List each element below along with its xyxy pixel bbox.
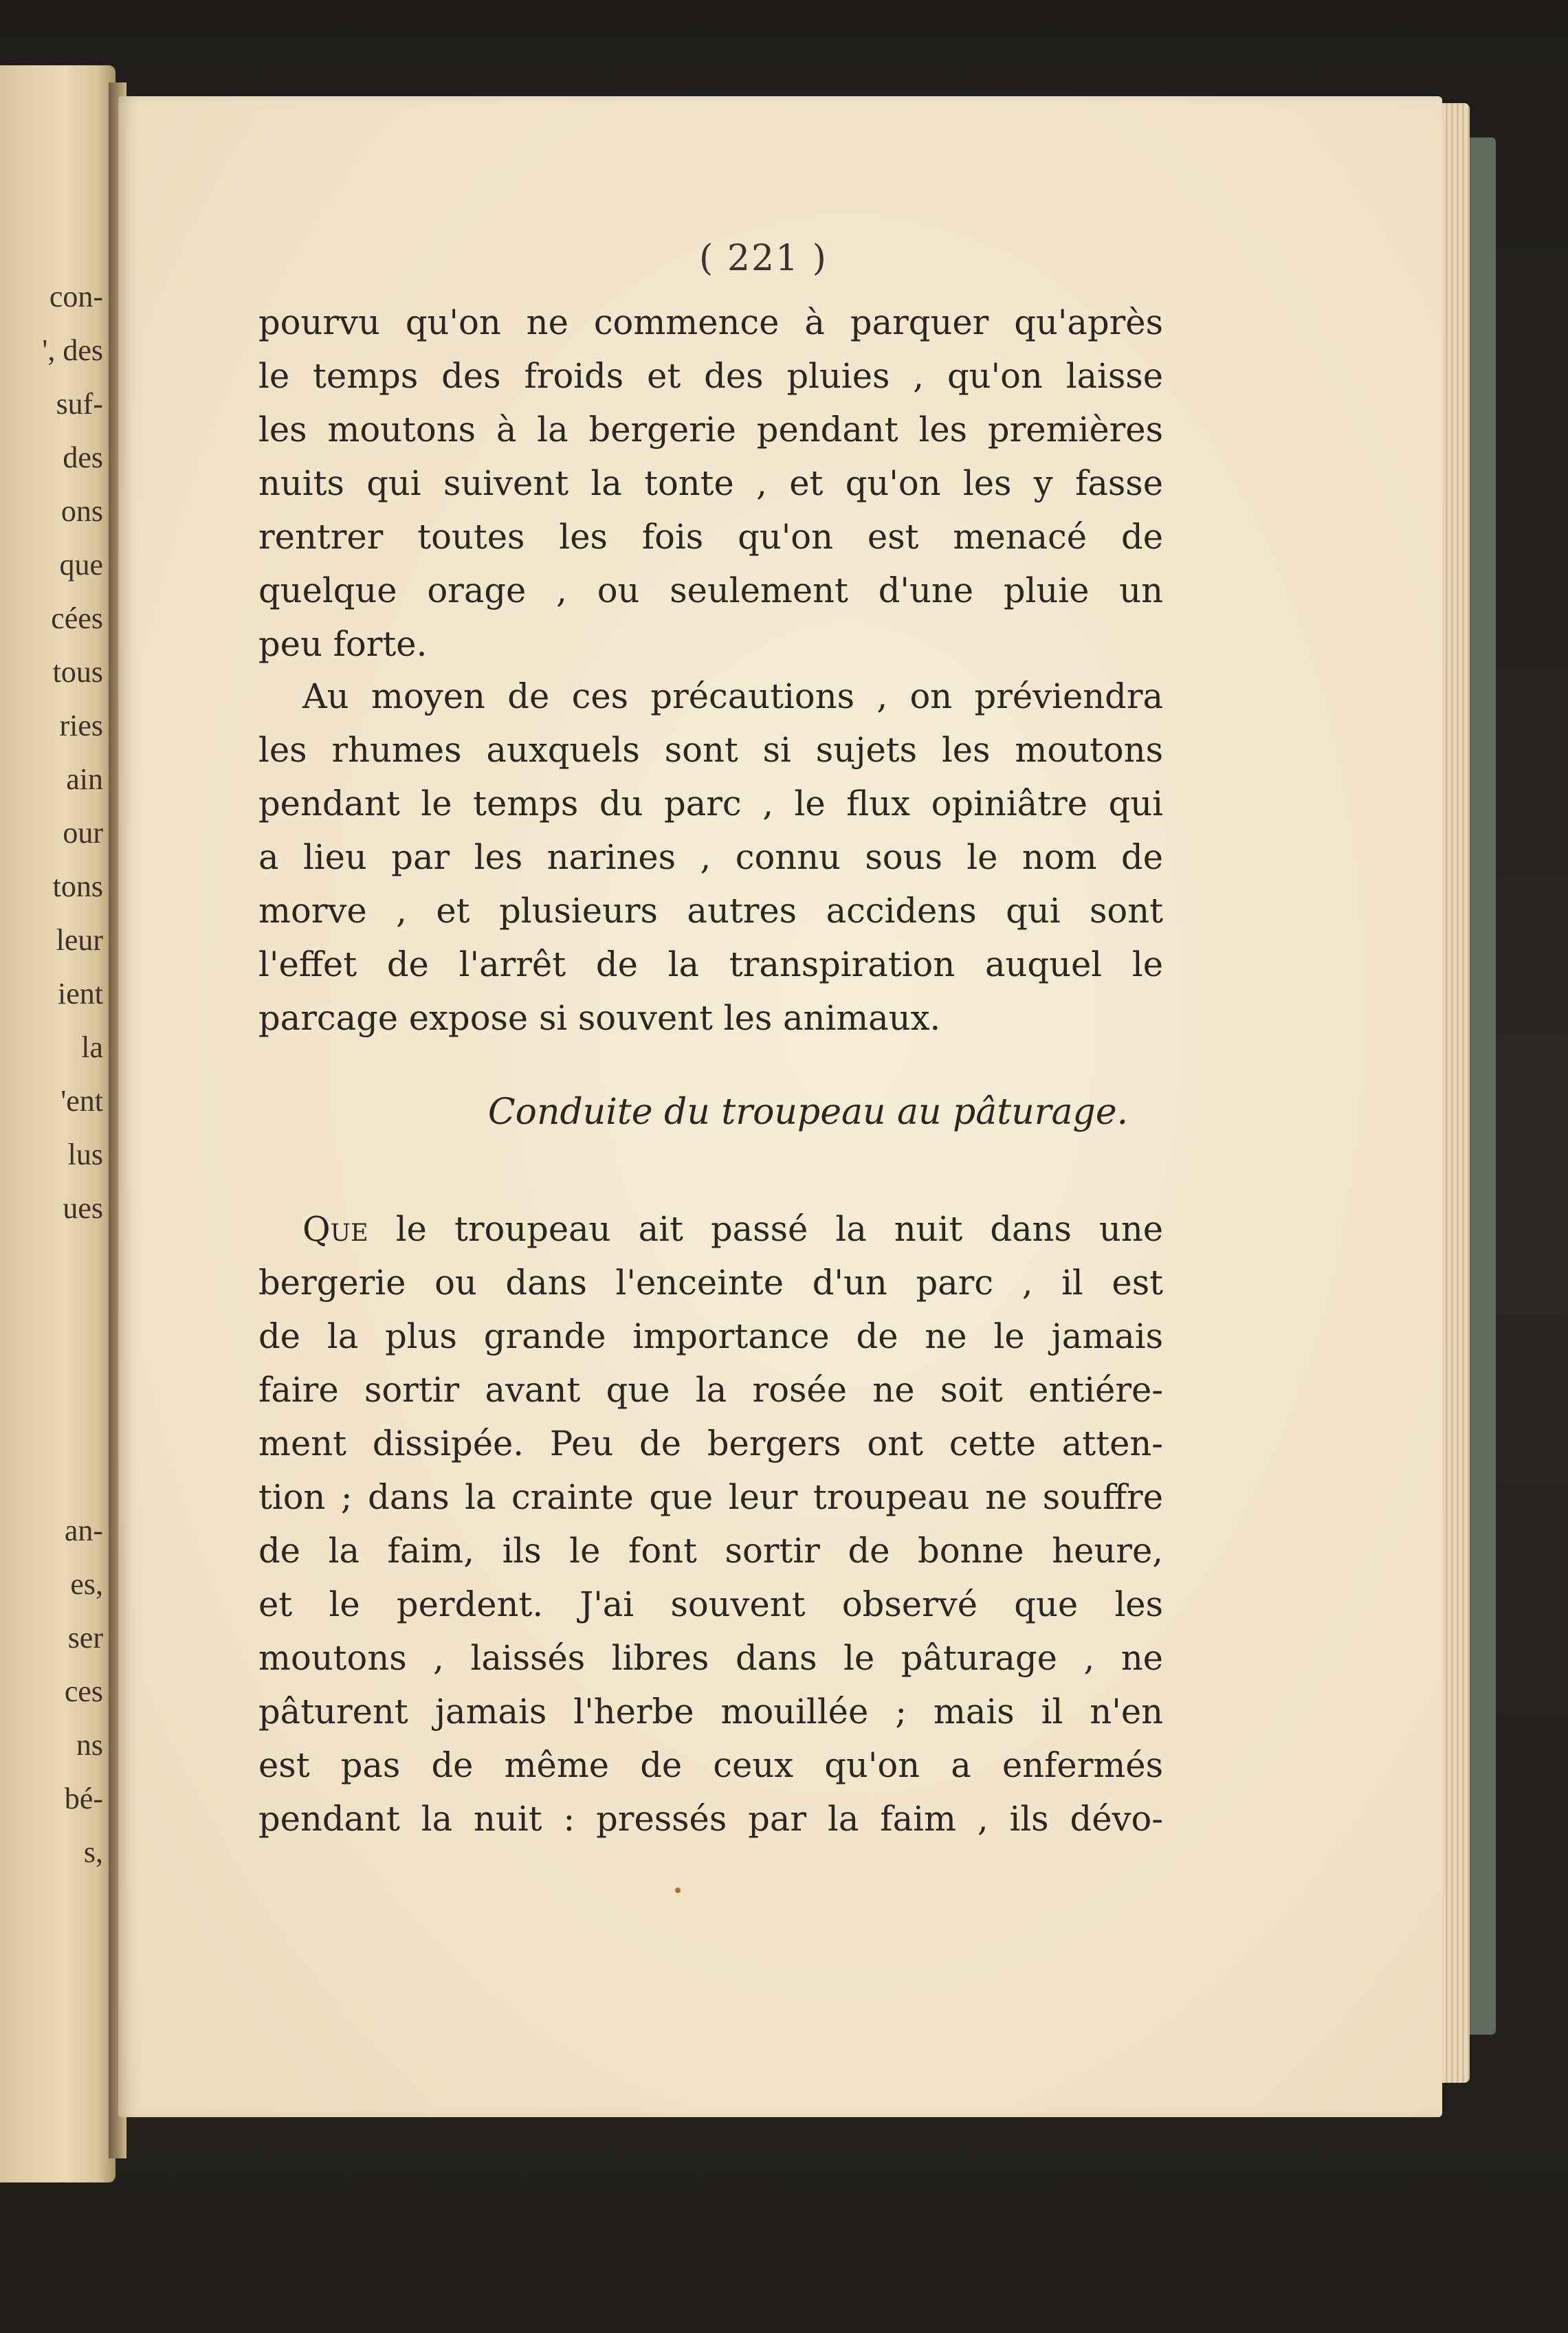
text-line: Au moyen de ces précautions , on préviendra	[302, 676, 1163, 716]
text-line: et le perdent. J'ai souvent observé que les	[258, 1584, 1163, 1624]
text-line: quelque orage , ou seulement d'une pluie un	[258, 571, 1163, 610]
left-page-fragment: des	[63, 441, 103, 474]
left-page-fragment: ser	[67, 1621, 103, 1655]
left-page-fragment: ain	[66, 762, 103, 796]
text-line: pourvu qu'on ne commence à parquer qu'après	[258, 302, 1163, 342]
left-page-fragment: con-	[49, 280, 103, 313]
paragraph-2	[258, 670, 1163, 1045]
left-page-fragment: ces	[64, 1674, 103, 1708]
text-line: nuits qui suivent la tonte , et qu'on les y fasse	[258, 463, 1163, 503]
left-page-fragment: tous	[52, 655, 103, 689]
left-page-fragment: an-	[64, 1514, 103, 1547]
text-line: peu forte.	[258, 624, 428, 664]
text-line: les moutons à la bergerie pendant les premières	[258, 410, 1163, 450]
left-page-fragment: 'ent	[60, 1084, 103, 1118]
left-page-fragment: que	[59, 548, 103, 582]
text-line: bergerie ou dans l'enceinte d'un parc , il est	[258, 1263, 1163, 1303]
text-line-first	[258, 1202, 1163, 1256]
text-line: morve , et plusieurs autres accidens qui sont	[258, 891, 1163, 931]
text-line: est pas de même de ceux qu'on a enfermés	[258, 1745, 1163, 1785]
text-line: faire sortir avant que la rosée ne soit entiére-	[258, 1370, 1163, 1410]
text-line: le temps des froids et des pluies , qu'on laisse	[258, 356, 1163, 396]
text-line: parcage expose si souvent les animaux.	[258, 998, 941, 1038]
left-page-fragment: es,	[70, 1567, 103, 1601]
book-cover-edge	[1468, 137, 1496, 2035]
left-page-fragment: s,	[83, 1835, 103, 1869]
left-page-fragment: ons	[60, 494, 103, 528]
text-line: l'effet de l'arrêt de la transpiration auquel le	[258, 944, 1163, 984]
left-page-fragment: ient	[58, 977, 103, 1010]
text-line: de la plus grande importance de ne le jamais	[258, 1316, 1163, 1356]
left-page-fragment: tons	[52, 870, 103, 903]
left-page-fragment: la	[81, 1030, 103, 1064]
text-line: a lieu par les narines , connu sous le nom de	[258, 837, 1163, 877]
text-line: pendant la nuit : pressés par la faim , ils dévo-	[258, 1799, 1163, 1839]
text-line: tion ; dans la crainte que leur troupeau ne souffre	[258, 1477, 1163, 1517]
left-page-fragment: ues	[63, 1191, 103, 1225]
left-page-fragment: leur	[56, 923, 103, 957]
text-line-rest: le troupeau ait passé la nuit dans une	[368, 1209, 1163, 1249]
lead-word: Que	[302, 1209, 368, 1249]
left-page-fragment: suf-	[56, 387, 103, 421]
text-line: les rhumes auxquels sont si sujets les moutons	[258, 730, 1163, 770]
left-page-fragment: lus	[67, 1138, 103, 1171]
section-heading: Conduite du troupeau au pâturage.	[487, 1092, 1129, 1133]
left-page-fragment: cées	[51, 601, 103, 635]
text-line: pâturent jamais l'herbe mouillée ; mais il n'en	[258, 1692, 1163, 1732]
text-line: ment dissipée. Peu de bergers ont cette atten-	[258, 1424, 1163, 1463]
text-line: pendant le temps du parc , le flux opiniâtre qui	[258, 784, 1163, 823]
left-page-fragment: ns	[76, 1728, 103, 1762]
paragraph-1	[258, 296, 1163, 671]
text-line: moutons , laissés libres dans le pâturage , ne	[258, 1638, 1163, 1678]
paragraph-3	[258, 1202, 1163, 1846]
text-line: rentrer toutes les fois qu'on est menacé de	[258, 517, 1163, 557]
text-line: de la faim, ils le font sortir de bonne heure,	[258, 1531, 1163, 1571]
page-number: ( 221 )	[699, 238, 828, 279]
left-page-fragment: our	[63, 816, 103, 850]
left-page-fragment: ries	[59, 709, 103, 742]
left-page-fragment: bé-	[64, 1782, 103, 1815]
left-page-fragment: ', des	[42, 333, 103, 367]
paper-speck	[675, 1888, 681, 1893]
